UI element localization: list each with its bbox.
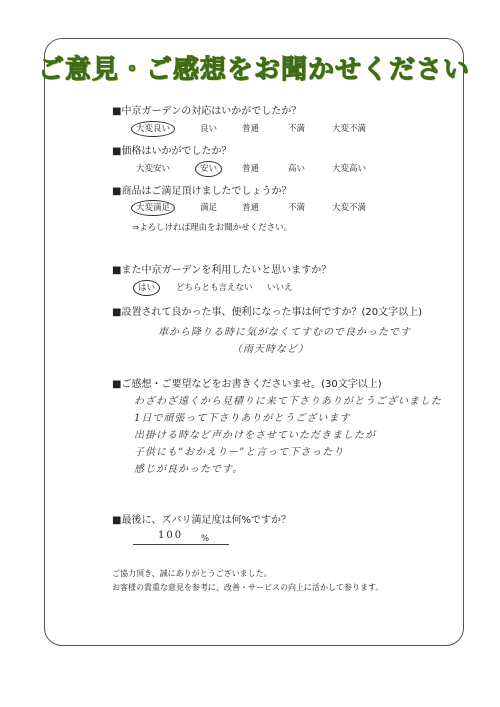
- options-product: [112, 201, 412, 217]
- option-revisit-2[interactable]: いいえ: [267, 283, 293, 293]
- option-price-1[interactable]: 安い: [200, 162, 217, 174]
- footer-thanks: ご協力頂き、誠にありがとうございました。: [112, 569, 272, 578]
- option-product-0[interactable]: 大変満足: [136, 201, 170, 213]
- comment-line-4: 子供にも“おかえりー”と言って下さったり: [134, 447, 345, 458]
- comment-line-2: 1日で頑張って下さりありがとうございます: [134, 413, 351, 424]
- comment-line-1: わざわざ遠くから見積りに来て下さりありがとうございました: [134, 396, 442, 407]
- option-product-3[interactable]: 不満: [288, 203, 306, 213]
- option-revisit-0[interactable]: はい: [138, 281, 155, 293]
- option-product-1[interactable]: 満足: [200, 203, 218, 213]
- options-service: [112, 122, 412, 138]
- question-satisfaction: ■最後に、ズバリ満足度は何%ですか？: [112, 515, 291, 526]
- satisfaction-value: 100: [158, 530, 184, 541]
- option-product-4[interactable]: 大変不満: [332, 203, 367, 213]
- option-service-1[interactable]: 良い: [200, 124, 218, 134]
- option-price-2[interactable]: 普通: [242, 164, 260, 174]
- satisfaction-answer-line: [133, 544, 229, 545]
- question-benefit: ■設置されて良かった事、便利になった事は何ですか？(20文字以上): [112, 307, 422, 318]
- option-price-3[interactable]: 高い: [288, 164, 306, 174]
- comment-line-5: 感じが良かったです。: [134, 464, 244, 475]
- benefit-answer-line-1: 車から降りる時に気がなくてすむので良かったです: [158, 327, 411, 338]
- option-service-2[interactable]: 普通: [242, 124, 260, 134]
- question-revisit: ■また中京ガーデンを利用したいと思いますか？: [112, 265, 332, 276]
- benefit-answer-line-2: （雨天時など）: [232, 344, 309, 355]
- option-revisit-1[interactable]: どちらとも言えない: [176, 283, 253, 293]
- option-service-0[interactable]: 大変良い: [136, 122, 170, 134]
- question-service: ■中京ガーデンの対応はいかがでしたか？: [112, 106, 302, 117]
- option-service-3[interactable]: 不満: [288, 124, 306, 134]
- option-price-0[interactable]: 大変安い: [136, 164, 171, 174]
- options-price: [112, 162, 412, 178]
- title-bar: [38, 44, 471, 90]
- options-revisit: [112, 281, 412, 297]
- reason-prompt: ⇒よろしければ理由をお聞かせください。: [132, 223, 293, 233]
- footer-note: お客様の貴重な意見を参考に、改善・サービスの向上に活かして参ります。: [112, 583, 384, 592]
- question-comments: ■ご感想・ご要望などをお書きくださいませ。(30文字以上): [112, 379, 382, 390]
- satisfaction-unit: %: [201, 534, 210, 544]
- survey-title: ご意見・ご感想をお聞かせください: [38, 54, 471, 85]
- question-price: ■価格はいかがでしたか？: [112, 146, 232, 157]
- question-product: ■商品はご満足頂けましたでしょうか？: [112, 186, 292, 197]
- comment-line-3: 出掛ける時など声かけをさせていただきましたが: [134, 430, 376, 441]
- option-service-4[interactable]: 大変不満: [332, 124, 367, 134]
- option-price-4[interactable]: 大変高い: [332, 164, 367, 174]
- option-product-2[interactable]: 普通: [242, 203, 260, 213]
